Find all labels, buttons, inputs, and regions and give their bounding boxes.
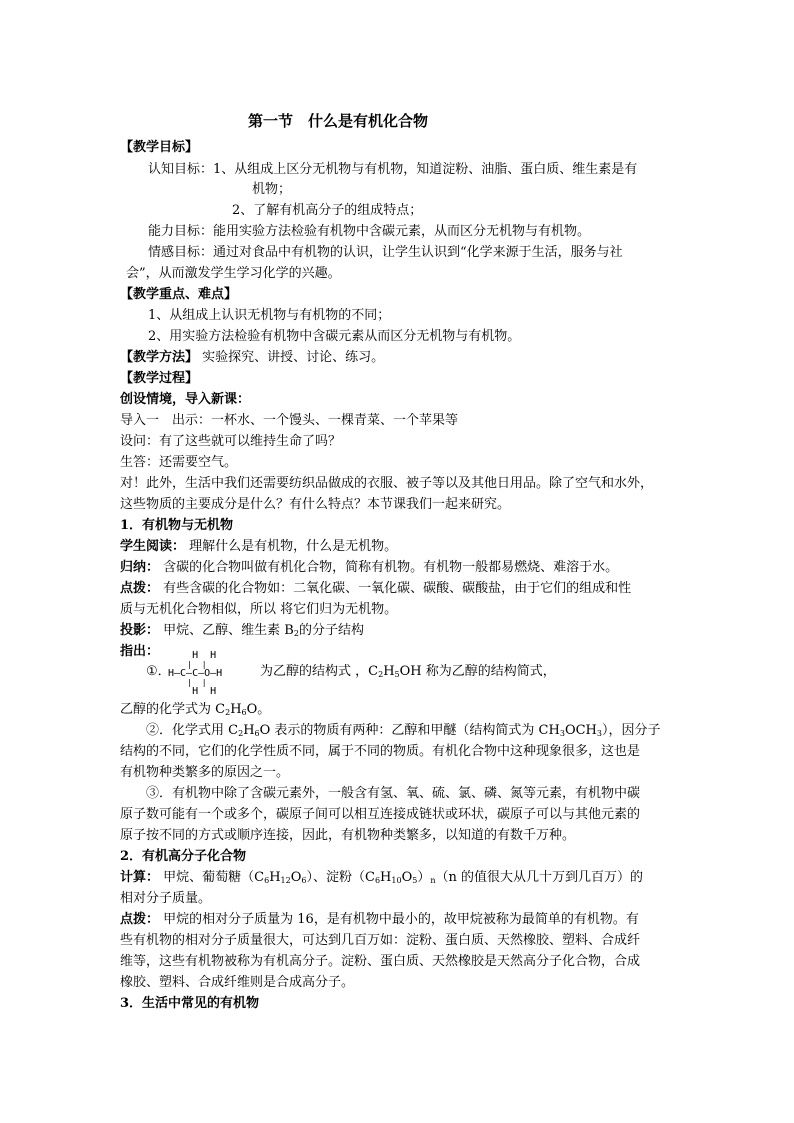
item-1-line-2: 乙醇的化学式为 $C_2H_6O$。 bbox=[120, 702, 271, 717]
tip-1-line-1: 点拨： 有些含碳的化合物如：二氧化碳、一氧化碳、碳酸、碳酸盐，由于它们的组成和性 bbox=[120, 581, 632, 596]
ability-goal: 能力目标：能用实验方法检验有机物中含碳元素，从而区分无机物与有机物。 bbox=[148, 224, 591, 239]
item-2-line-3: 有机物种类繁多的原因之一。 bbox=[120, 765, 290, 780]
intro-line-3: 生答：还需要空气。 bbox=[120, 455, 238, 470]
induction: 归纳： 含碳的化合物叫做有机化合物，简称有机物。有机物一般都易燃烧、难溶于水。 bbox=[120, 560, 619, 575]
emotion-goal-line-1: 情感目标：通过对食品中有机物的认识，让学生认识到“化学来源于生活，服务与社 bbox=[148, 245, 623, 260]
section-1-heading: 1．有机物与无机物 bbox=[120, 518, 234, 533]
section-key-points: 【教学重点、难点】 bbox=[120, 287, 238, 302]
page-title: 第一节 什么是有机化合物 bbox=[248, 112, 429, 130]
section-method: 【教学方法】 实验探究、讲授、讨论、练习。 bbox=[120, 350, 385, 365]
emotion-goal-line-2: 会”，从而激发学生学习化学的兴趣。 bbox=[126, 266, 341, 281]
section-2-heading: 2．有机高分子化合物 bbox=[120, 849, 247, 864]
projection: 投影： 甲烷、乙醇、维生素 $B_2$的分子结构 bbox=[120, 623, 364, 638]
cognitive-goal-item-2: 2、了解有机高分子的组成特点； bbox=[232, 203, 423, 218]
section-teaching-goals: 【教学目标】 bbox=[120, 140, 199, 155]
tip-1-line-2: 质与无机化合物相似，所以 将它们归为无机物。 bbox=[120, 602, 398, 617]
item-2-line-1: ②．化学式用 $C_2H_6O$ 表示的物质有两种：乙醇和甲醚（结构简式为 $CH_3OCH_3$），因分子 bbox=[146, 723, 661, 738]
tip-2-line-2: 些有机物的相对分子质量很大，可达到几百万如：淀粉、蛋白质、天然橡胶、塑料、合成纤 bbox=[120, 933, 641, 948]
cognitive-goal-line: 认知目标：1、从组成上区分无机物与有机物，知道淀粉、油脂、蛋白质、维生素是有 bbox=[148, 162, 638, 177]
calculation-line-2: 相对分子质量。 bbox=[120, 891, 212, 906]
intro-line-4: 对！此外，生活中我们还需要纺织品做成的衣服、被子等以及其他日用品。除了空气和水外， bbox=[120, 476, 654, 491]
intro-line-5: 这些物质的主要成分是什么？有什么特点？本节课我们一起来研究。 bbox=[120, 497, 511, 512]
item-2-line-2: 结构的不同，它们的化学性质不同，属于不同的物质。有机化合物中这种现象很多，这也是 bbox=[120, 744, 641, 759]
tip-2-line-4: 橡胶、塑料、合成纤维则是合成高分子。 bbox=[120, 975, 355, 990]
item-3-line-3: 原子按不同的方式或顺序连接，因此，有机物种类繁多，以知道的有数千万种。 bbox=[120, 828, 576, 843]
section-3-heading: 3．生活中常见的有机物 bbox=[120, 996, 260, 1011]
item-3-line-2: 原子数可能有一个或多个，碳原子间可以相互连接成链状或环状，碳原子可以与其他元素的 bbox=[120, 807, 641, 822]
intro-line-1: 导入一 出示：一杯水、一个馒头、一棵青菜、一个苹果等 bbox=[120, 413, 459, 428]
item-3-line-1: ③．有机物中除了含碳元素外，一般含有氢、氧、硫、氯、磷、氮等元素，有机物中碳 bbox=[146, 786, 641, 801]
calculation-line-1: 计算： 甲烷、葡萄糖$(C_6H_{12}O_6)$、淀粉$(C_6H_{10}O_5)_n(n$ 的值很大从几十万到几百万）的 bbox=[120, 870, 644, 885]
intro-line-2: 设问：有了这些就可以维持生命了吗？ bbox=[120, 434, 342, 449]
intro-heading: 创设情境，导入新课： bbox=[120, 392, 251, 407]
section-process: 【教学过程】 bbox=[120, 371, 199, 386]
point-out-label: 指出： bbox=[120, 644, 160, 659]
ethanol-structural-formula: H H | | H—C—C—O—H | | H H bbox=[168, 650, 223, 697]
item-1-number: ①． bbox=[146, 664, 171, 679]
tip-2-line-1: 点拨： 甲烷的相对分子质量为 16，是有机物中最小的，故甲烷被称为最简单的有机物。有 bbox=[120, 912, 639, 927]
key-point-1: 1、从组成上认识无机物与有机物的不同； bbox=[148, 308, 391, 323]
cognitive-goal-line-2: 机物； bbox=[252, 182, 292, 197]
item-1-text: 为乙醇的结构式 ，$C_2H_5OH$ 称为乙醇的结构简式， bbox=[260, 664, 556, 679]
tip-2-line-3: 维等，这些有机物被称为有机高分子。淀粉、蛋白质、天然橡胶是天然高分子化合物，合成 bbox=[120, 954, 641, 969]
student-reading: 学生阅读： 理解什么是有机物，什么是无机物。 bbox=[120, 539, 398, 554]
key-point-2: 2、用实验方法检验有机物中含碳元素从而区分无机物与有机物。 bbox=[148, 329, 521, 344]
